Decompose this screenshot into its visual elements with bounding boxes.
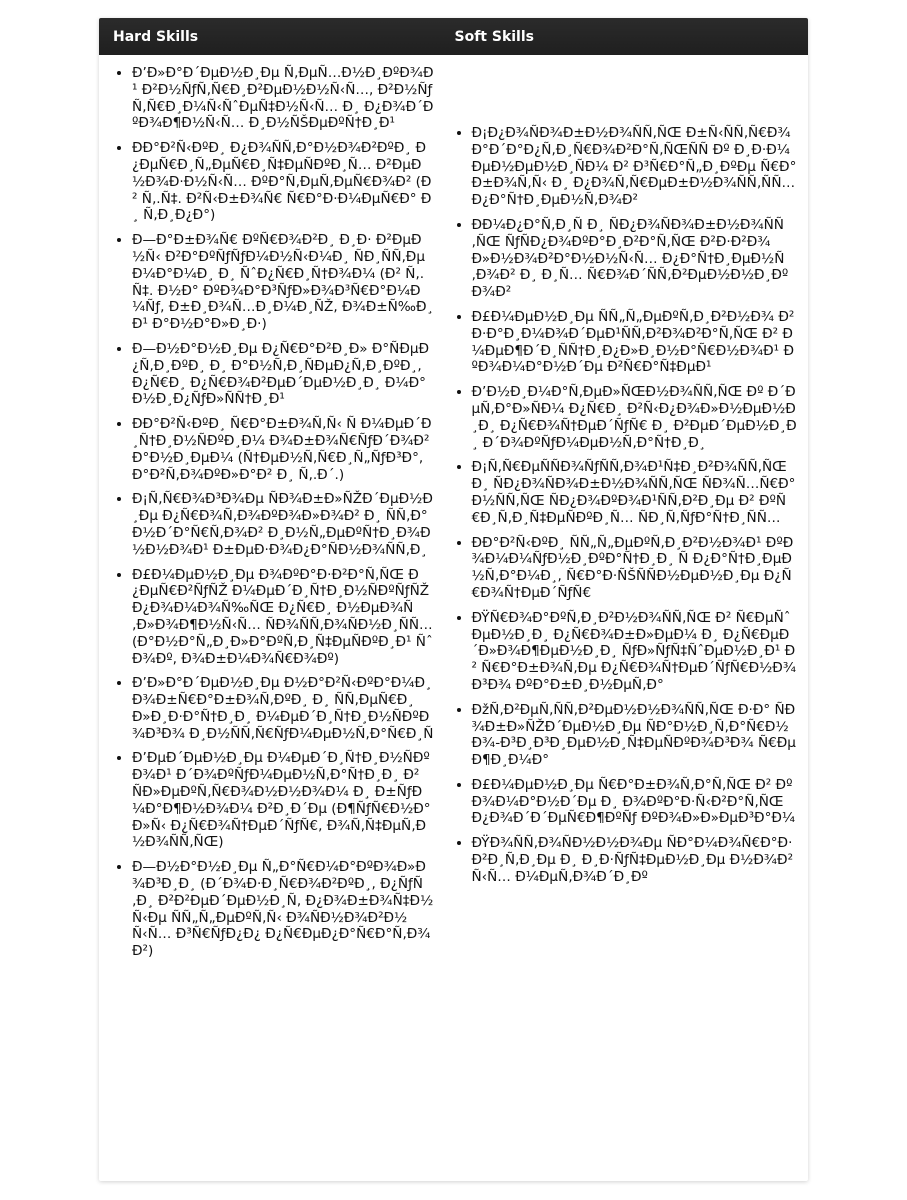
list-item: • ÐŸÐ¾ÑÑ‚Ð¾ÑÐ½Ð½Ð¾Ðµ ÑÐ°Ð¼Ð¾Ñ€Ð°Ð·Ð²Ð¸Ñ‚Ð¸Ðµ Ð¸ Ð¸Ð·ÑƒÑ‡ÐµÐ½Ð¸Ðµ Ð½Ð¾Ð²Ñ‹Ñ… Ð¼ÐµÑ‚Ð¾Ð´Ð¸Ðº [472,835,799,885]
list-item: • ÐÐ¼Ð¿Ð°Ñ‚Ð¸Ñ Ð¸ ÑÐ¿Ð¾ÑÐ¾Ð±Ð½Ð¾ÑÑ‚ÑŒ ÑƒÑÐ¿Ð¾ÐºÐ°Ð¸Ð²Ð°Ñ‚ÑŒ Ð²Ð·Ð²Ð¾Ð»Ð½Ð¾Ð²Ð°Ð½Ð½Ñ‹Ñ… Ð¿Ð°Ñ†Ð¸ÐµÐ½Ñ‚Ð¾Ð² Ð¸ Ð¸Ñ… Ñ€Ð¾Ð´ÑÑ‚Ð²ÐµÐ½Ð½Ð¸ÐºÐ¾Ð² [472,217,799,301]
list-item: • Ð£Ð¼ÐµÐ½Ð¸Ðµ Ð¾ÐºÐ°Ð·Ð²Ð°Ñ‚ÑŒ Ð¿ÐµÑ€Ð²ÑƒÑŽ Ð¼ÐµÐ´Ð¸Ñ†Ð¸Ð½ÑÐºÑƒÑŽ Ð¿Ð¾Ð¼Ð¾Ñ‰ÑŒ Ð¿Ñ€Ð¸ Ð½ÐµÐ¾Ñ‚Ð»Ð¾Ð¶Ð½Ñ‹Ñ… ÑÐ¾ÑÑ‚Ð¾ÑÐ½Ð¸ÑÑ… (Ð°Ð½Ð°Ñ„Ð¸Ð»Ð°ÐºÑ‚Ð¸Ñ‡ÐµÑÐºÐ¸Ð¹ ÑˆÐ¾Ðº, Ð¾Ð±Ð¼Ð¾Ñ€Ð¾Ðº) [132,567,434,668]
list-item: • Ð—Ð½Ð°Ð½Ð¸Ðµ Ñ„Ð°Ñ€Ð¼Ð°ÐºÐ¾Ð»Ð¾Ð³Ð¸Ð¸ (Ð´Ð¾Ð·Ð¸Ñ€Ð¾Ð²ÐºÐ¸, Ð¿ÑƒÑ‚Ð¸ Ð²Ð²ÐµÐ´ÐµÐ½Ð¸Ñ, Ð¿Ð¾Ð±Ð¾Ñ‡Ð½Ñ‹Ðµ ÑÑ„Ñ„ÐµÐºÑ‚Ñ‹ Ð¾ÑÐ½Ð¾Ð²Ð½Ñ‹Ñ… Ð³Ñ€ÑƒÐ¿Ð¿ Ð¿Ñ€ÐµÐ¿Ð°Ñ€Ð°Ñ‚Ð¾Ð²) [132,859,434,960]
list-item: • ÐžÑ‚Ð²ÐµÑ‚ÑÑ‚Ð²ÐµÐ½Ð½Ð¾ÑÑ‚ÑŒ Ð·Ð° ÑÐ¾Ð±Ð»ÑŽÐ´ÐµÐ½Ð¸Ðµ ÑÐ°Ð½Ð¸Ñ‚Ð°Ñ€Ð½Ð¾-Ð³Ð¸Ð³Ð¸ÐµÐ½Ð¸Ñ‡ÐµÑÐºÐ¾Ð³Ð¾ Ñ€ÐµÐ¶Ð¸Ð¼Ð° [472,702,799,769]
list-item: • Ð’Ð½Ð¸Ð¼Ð°Ñ‚ÐµÐ»ÑŒÐ½Ð¾ÑÑ‚ÑŒ Ðº Ð´ÐµÑ‚Ð°Ð»ÑÐ¼ Ð¿Ñ€Ð¸ Ð²Ñ‹Ð¿Ð¾Ð»Ð½ÐµÐ½Ð¸Ð¸ Ð¿Ñ€Ð¾Ñ†ÐµÐ´ÑƒÑ€ Ð¸ Ð²ÐµÐ´ÐµÐ½Ð¸Ð¸ Ð´Ð¾ÐºÑƒÐ¼ÐµÐ½Ñ‚Ð°Ñ†Ð¸Ð¸ [472,384,799,451]
list-item: • Ð—Ð°Ð±Ð¾Ñ€ ÐºÑ€Ð¾Ð²Ð¸ Ð¸Ð· Ð²ÐµÐ½Ñ‹ Ð²Ð°ÐºÑƒÑƒÐ¼Ð½Ñ‹Ð¼Ð¸ ÑÐ¸ÑÑ‚ÐµÐ¼Ð°Ð¼Ð¸ Ð¸ ÑˆÐ¿Ñ€Ð¸Ñ†Ð¾Ð¼ (Ð² Ñ‚.Ñ‡. Ð½Ð° ÐºÐ¾Ð°Ð³ÑƒÐ»Ð¾Ð³Ñ€Ð°Ð¼Ð¼Ñƒ, Ð±Ð¸Ð¾Ñ…Ð¸Ð¼Ð¸ÑŽ, Ð¾Ð±Ñ‰Ð¸Ð¹ Ð°Ð½Ð°Ð»Ð¸Ð·) [132,232,434,333]
list-item: • Ð’Ð»Ð°Ð´ÐµÐ½Ð¸Ðµ Ñ‚ÐµÑ…Ð½Ð¸ÐºÐ¾Ð¹ Ð²Ð½ÑƒÑ‚Ñ€Ð¸Ð²ÐµÐ½Ð½Ñ‹Ñ…, Ð²Ð½ÑƒÑ‚Ñ€Ð¸Ð¼Ñ‹ÑˆÐµÑ‡Ð½Ñ‹Ñ… Ð¸ Ð¿Ð¾Ð´ÐºÐ¾Ð¶Ð½Ñ‹Ñ… Ð¸Ð½ÑŠÐµÐºÑ†Ð¸Ð¹ [132,65,434,132]
list-item: • Ð¡Ñ‚Ñ€ÐµÑÑÐ¾ÑƒÑÑ‚Ð¾Ð¹Ñ‡Ð¸Ð²Ð¾ÑÑ‚ÑŒ Ð¸ ÑÐ¿Ð¾ÑÐ¾Ð±Ð½Ð¾ÑÑ‚ÑŒ ÑÐ¾Ñ…Ñ€Ð°Ð½ÑÑ‚ÑŒ ÑÐ¿Ð¾ÐºÐ¾Ð¹ÑÑ‚Ð²Ð¸Ðµ Ð² ÐºÑ€Ð¸Ñ‚Ð¸Ñ‡ÐµÑÐºÐ¸Ñ… ÑÐ¸Ñ‚ÑƒÐ°Ñ†Ð¸ÑÑ… [472,459,799,526]
list-item: • Ð’Ð»Ð°Ð´ÐµÐ½Ð¸Ðµ Ð½Ð°Ð²Ñ‹ÐºÐ°Ð¼Ð¸ Ð¾Ð±Ñ€Ð°Ð±Ð¾Ñ‚ÐºÐ¸ Ð¸ ÑÑ‚ÐµÑ€Ð¸Ð»Ð¸Ð·Ð°Ñ†Ð¸Ð¸ Ð¼ÐµÐ´Ð¸Ñ†Ð¸Ð½ÑÐºÐ¾Ð³Ð¾ Ð¸Ð½ÑÑ‚Ñ€ÑƒÐ¼ÐµÐ½Ñ‚Ð°Ñ€Ð¸Ñ [132,675,434,742]
soft-skills-column [454,65,809,968]
list-item: • Ð£Ð¼ÐµÐ½Ð¸Ðµ ÑÑ„Ñ„ÐµÐºÑ‚Ð¸Ð²Ð½Ð¾ Ð²Ð·Ð°Ð¸Ð¼Ð¾Ð´ÐµÐ¹ÑÑ‚Ð²Ð¾Ð²Ð°Ñ‚ÑŒ Ð² Ð¼ÐµÐ¶Ð´Ð¸ÑÑ†Ð¸Ð¿Ð»Ð¸Ð½Ð°Ñ€Ð½Ð¾Ð¹ ÐºÐ¾Ð¼Ð°Ð½Ð´Ðµ Ð²Ñ€Ð°Ñ‡ÐµÐ¹ [472,309,799,376]
list-item: • Ð’ÐµÐ´ÐµÐ½Ð¸Ðµ Ð¼ÐµÐ´Ð¸Ñ†Ð¸Ð½ÑÐºÐ¾Ð¹ Ð´Ð¾ÐºÑƒÐ¼ÐµÐ½Ñ‚Ð°Ñ†Ð¸Ð¸ Ð² ÑÐ»ÐµÐºÑ‚Ñ€Ð¾Ð½Ð½Ð¾Ð¼ Ð¸ Ð±ÑƒÐ¼Ð°Ð¶Ð½Ð¾Ð¼ Ð²Ð¸Ð´Ðµ (Ð¶ÑƒÑ€Ð½Ð°Ð»Ñ‹ Ð¿Ñ€Ð¾Ñ†ÐµÐ´ÑƒÑ€, Ð¾Ñ‚Ñ‡ÐµÑ‚Ð½Ð¾ÑÑ‚ÑŒ) [132,750,434,851]
list-item: • ÐŸÑ€Ð¾Ð°ÐºÑ‚Ð¸Ð²Ð½Ð¾ÑÑ‚ÑŒ Ð² Ñ€ÐµÑˆÐµÐ½Ð¸Ð¸ Ð¿Ñ€Ð¾Ð±Ð»ÐµÐ¼ Ð¸ Ð¿Ñ€ÐµÐ´Ð»Ð¾Ð¶ÐµÐ½Ð¸Ð¸ ÑƒÐ»ÑƒÑ‡ÑˆÐµÐ½Ð¸Ð¹ Ð² Ñ€Ð°Ð±Ð¾Ñ‚Ðµ Ð¿Ñ€Ð¾Ñ†ÐµÐ´ÑƒÑ€Ð½Ð¾Ð³Ð¾ ÐºÐ°Ð±Ð¸Ð½ÐµÑ‚Ð° [472,610,799,694]
list-item: • ÐÐ°Ð²Ñ‹ÐºÐ¸ Ñ€Ð°Ð±Ð¾Ñ‚Ñ‹ Ñ Ð¼ÐµÐ´Ð¸Ñ†Ð¸Ð½ÑÐºÐ¸Ð¼ Ð¾Ð±Ð¾Ñ€ÑƒÐ´Ð¾Ð²Ð°Ð½Ð¸ÐµÐ¼ (Ñ†ÐµÐ½Ñ‚Ñ€Ð¸Ñ„ÑƒÐ³Ð°, Ð°Ð²Ñ‚Ð¾ÐºÐ»Ð°Ð² Ð¸ Ñ‚.Ð´.) [132,416,434,483]
soft-skills-header: Soft Skills [454,28,534,45]
list-item: • Ð¡Ñ‚Ñ€Ð¾Ð³Ð¾Ðµ ÑÐ¾Ð±Ð»ÑŽÐ´ÐµÐ½Ð¸Ðµ Ð¿Ñ€Ð¾Ñ‚Ð¾ÐºÐ¾Ð»Ð¾Ð² Ð¸ ÑÑ‚Ð°Ð½Ð´Ð°Ñ€Ñ‚Ð¾Ð² Ð¸Ð½Ñ„ÐµÐºÑ†Ð¸Ð¾Ð½Ð½Ð¾Ð¹ Ð±ÐµÐ·Ð¾Ð¿Ð°ÑÐ½Ð¾ÑÑ‚Ð¸ [132,491,434,558]
table-header [99,18,808,55]
list-item: • ÐÐ°Ð²Ñ‹ÐºÐ¸ ÑÑ„Ñ„ÐµÐºÑ‚Ð¸Ð²Ð½Ð¾Ð¹ ÐºÐ¾Ð¼Ð¼ÑƒÐ½Ð¸ÐºÐ°Ñ†Ð¸Ð¸ Ñ Ð¿Ð°Ñ†Ð¸ÐµÐ½Ñ‚Ð°Ð¼Ð¸, Ñ€Ð°Ð·ÑŠÑÑÐ½ÐµÐ½Ð¸Ðµ Ð¿Ñ€Ð¾Ñ†ÐµÐ´ÑƒÑ€ [472,535,799,602]
list-item: • ÐÐ°Ð²Ñ‹ÐºÐ¸ Ð¿Ð¾ÑÑ‚Ð°Ð½Ð¾Ð²ÐºÐ¸ Ð¿ÐµÑ€Ð¸Ñ„ÐµÑ€Ð¸Ñ‡ÐµÑÐºÐ¸Ñ… Ð²ÐµÐ½Ð¾Ð·Ð½Ñ‹Ñ… ÐºÐ°Ñ‚ÐµÑ‚ÐµÑ€Ð¾Ð² (Ð² Ñ‚.Ñ‡. Ð²Ñ‹Ð±Ð¾Ñ€ Ñ€Ð°Ð·Ð¼ÐµÑ€Ð° Ð¸ Ñ‚Ð¸Ð¿Ð°) [132,140,434,224]
hard-skills-list [115,65,434,960]
table-body [99,55,808,968]
list-item: • Ð£Ð¼ÐµÐ½Ð¸Ðµ Ñ€Ð°Ð±Ð¾Ñ‚Ð°Ñ‚ÑŒ Ð² ÐºÐ¾Ð¼Ð°Ð½Ð´Ðµ Ð¸ Ð¾ÐºÐ°Ð·Ñ‹Ð²Ð°Ñ‚ÑŒ Ð¿Ð¾Ð´Ð´ÐµÑ€Ð¶ÐºÑƒ ÐºÐ¾Ð»Ð»ÐµÐ³Ð°Ð¼ [472,777,799,827]
skills-table [99,18,808,1181]
hard-skills-column [99,65,454,968]
hard-skills-header: Hard Skills [113,28,199,45]
list-item: • Ð—Ð½Ð°Ð½Ð¸Ðµ Ð¿Ñ€Ð°Ð²Ð¸Ð» Ð°ÑÐµÐ¿Ñ‚Ð¸ÐºÐ¸ Ð¸ Ð°Ð½Ñ‚Ð¸ÑÐµÐ¿Ñ‚Ð¸ÐºÐ¸, Ð¿Ñ€Ð¸ Ð¿Ñ€Ð¾Ð²ÐµÐ´ÐµÐ½Ð¸Ð¸ Ð¼Ð°Ð½Ð¸Ð¿ÑƒÐ»ÑÑ†Ð¸Ð¹ [132,341,434,408]
soft-skills-list [455,125,799,886]
list-item: • Ð¡Ð¿Ð¾ÑÐ¾Ð±Ð½Ð¾ÑÑ‚ÑŒ Ð±Ñ‹ÑÑ‚Ñ€Ð¾ Ð°Ð´Ð°Ð¿Ñ‚Ð¸Ñ€Ð¾Ð²Ð°Ñ‚ÑŒÑÑ Ðº Ð¸Ð·Ð¼ÐµÐ½ÐµÐ½Ð¸ÑÐ¼ Ð² Ð³Ñ€Ð°Ñ„Ð¸ÐºÐµ Ñ€Ð°Ð±Ð¾Ñ‚Ñ‹ Ð¸ Ð¿Ð¾Ñ‚Ñ€ÐµÐ±Ð½Ð¾ÑÑ‚ÑÑ… Ð¿Ð°Ñ†Ð¸ÐµÐ½Ñ‚Ð¾Ð² [472,125,799,209]
